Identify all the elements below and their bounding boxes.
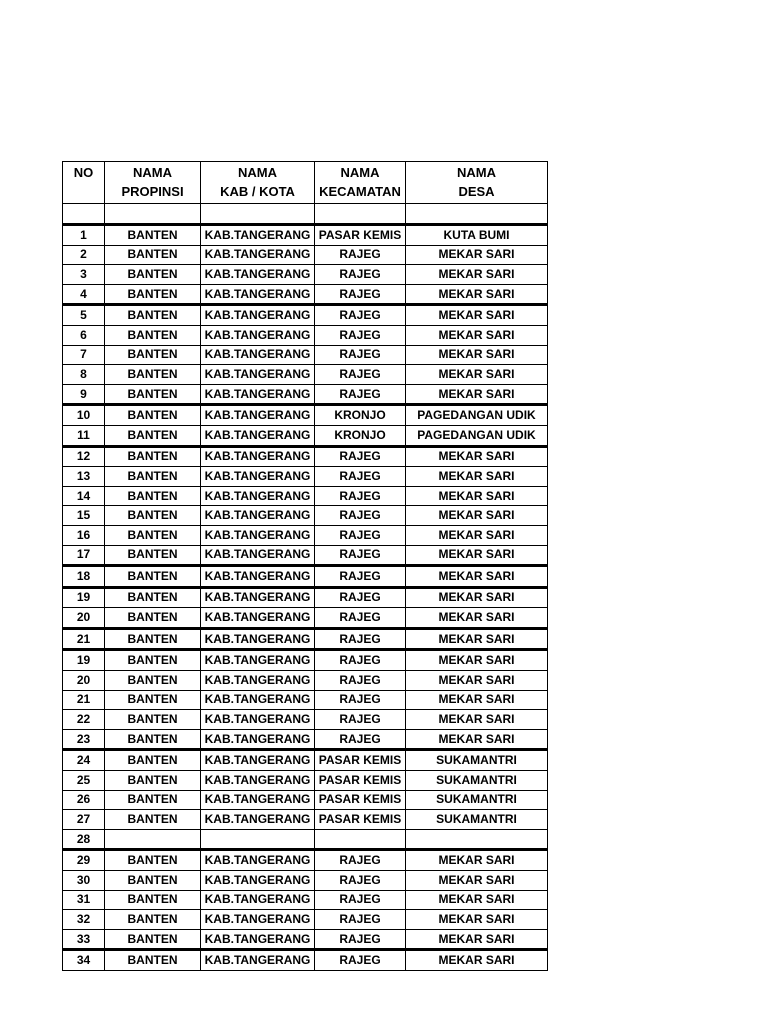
cell-no: 7 [63,345,105,365]
cell-kab-kota: KAB.TANGERANG [201,506,315,526]
cell-kab-kota: KAB.TANGERANG [201,729,315,750]
table-row [63,566,548,588]
table-cell [201,204,315,225]
cell-kab-kota: KAB.TANGERANG [201,545,315,566]
table-row [63,910,548,930]
cell-desa: MEKAR SARI [406,525,548,545]
cell-desa: MEKAR SARI [406,265,548,285]
cell-propinsi: BANTEN [105,305,201,326]
cell-kab-kota: KAB.TANGERANG [201,265,315,285]
cell-desa [406,829,548,850]
cell-kab-kota: KAB.TANGERANG [201,384,315,405]
table-row [63,690,548,710]
cell-kecamatan: RAJEG [315,650,406,671]
cell-no: 1 [63,225,105,246]
table-row [63,790,548,810]
cell-kecamatan: KRONJO [315,425,406,446]
cell-propinsi: BANTEN [105,566,201,588]
cell-propinsi: BANTEN [105,506,201,526]
cell-kab-kota: KAB.TANGERANG [201,671,315,691]
table-cell [315,204,406,225]
cell-kab-kota: KAB.TANGERANG [201,425,315,446]
cell-propinsi: BANTEN [105,486,201,506]
cell-no: 18 [63,566,105,588]
cell-no: 12 [63,446,105,467]
cell-propinsi: BANTEN [105,284,201,305]
table-row [63,871,548,891]
cell-kab-kota: KAB.TANGERANG [201,284,315,305]
cell-propinsi: BANTEN [105,871,201,891]
cell-propinsi: BANTEN [105,325,201,345]
cell-desa: MEKAR SARI [406,365,548,385]
cell-propinsi: BANTEN [105,950,201,971]
header-propinsi-line2: PROPINSI [121,184,184,199]
cell-no: 28 [63,829,105,850]
cell-kab-kota [201,829,315,850]
cell-kab-kota: KAB.TANGERANG [201,566,315,588]
cell-kecamatan: RAJEG [315,929,406,950]
cell-kab-kota: KAB.TANGERANG [201,405,315,426]
table-cell [105,204,201,225]
cell-kab-kota: KAB.TANGERANG [201,365,315,385]
header-kab-kota-line1: NAMA [238,165,277,180]
cell-kecamatan: RAJEG [315,265,406,285]
cell-kab-kota: KAB.TANGERANG [201,710,315,730]
cell-desa: MEKAR SARI [406,545,548,566]
table-row [63,365,548,385]
cell-no: 32 [63,910,105,930]
table-row [63,829,548,850]
table-row [63,650,548,671]
table-row [63,305,548,326]
table-body [63,204,548,971]
cell-kecamatan: RAJEG [315,729,406,750]
table-row [63,506,548,526]
header-desa-line2: DESA [458,184,495,199]
cell-kab-kota: KAB.TANGERANG [201,871,315,891]
table-row [63,929,548,950]
cell-kecamatan: RAJEG [315,467,406,487]
table-row [63,587,548,608]
cell-no: 20 [63,608,105,629]
cell-desa: SUKAMANTRI [406,750,548,771]
cell-no: 14 [63,486,105,506]
cell-kab-kota: KAB.TANGERANG [201,929,315,950]
cell-desa: MEKAR SARI [406,345,548,365]
cell-kecamatan: RAJEG [315,446,406,467]
table-row [63,671,548,691]
cell-no: 2 [63,245,105,265]
cell-desa: MEKAR SARI [406,284,548,305]
cell-propinsi: BANTEN [105,910,201,930]
cell-desa: SUKAMANTRI [406,771,548,791]
table-cell [63,204,105,225]
table-row [63,850,548,871]
table-row [63,384,548,405]
cell-propinsi: BANTEN [105,365,201,385]
table-row [63,810,548,830]
header-propinsi [105,162,201,204]
cell-desa: MEKAR SARI [406,566,548,588]
cell-desa: MEKAR SARI [406,506,548,526]
table-row [63,446,548,467]
table-row [63,608,548,629]
cell-no: 8 [63,365,105,385]
cell-no: 16 [63,525,105,545]
table-row [63,265,548,285]
table-row [63,467,548,487]
cell-propinsi: BANTEN [105,810,201,830]
cell-propinsi: BANTEN [105,265,201,285]
table-row [63,525,548,545]
cell-kecamatan: PASAR KEMIS [315,771,406,791]
cell-kecamatan: RAJEG [315,950,406,971]
cell-propinsi [105,829,201,850]
cell-no: 21 [63,690,105,710]
cell-propinsi: BANTEN [105,790,201,810]
cell-propinsi: BANTEN [105,384,201,405]
cell-kab-kota: KAB.TANGERANG [201,790,315,810]
header-no [63,162,105,204]
cell-kab-kota: KAB.TANGERANG [201,345,315,365]
cell-propinsi: BANTEN [105,628,201,650]
header-kab-kota [201,162,315,204]
cell-no: 24 [63,750,105,771]
table-row [63,710,548,730]
cell-no: 20 [63,671,105,691]
cell-kab-kota: KAB.TANGERANG [201,486,315,506]
cell-desa: MEKAR SARI [406,305,548,326]
table-row [63,405,548,426]
cell-desa: MEKAR SARI [406,871,548,891]
cell-no: 34 [63,950,105,971]
cell-desa: KUTA BUMI [406,225,548,246]
table-row [63,245,548,265]
header-kecamatan [315,162,406,204]
table-row [63,950,548,971]
cell-desa: MEKAR SARI [406,950,548,971]
cell-kecamatan: PASAR KEMIS [315,810,406,830]
cell-kecamatan: KRONJO [315,405,406,426]
table-row [63,729,548,750]
cell-desa: MEKAR SARI [406,650,548,671]
cell-propinsi: BANTEN [105,405,201,426]
cell-propinsi: BANTEN [105,890,201,910]
table-row [63,890,548,910]
cell-kab-kota: KAB.TANGERANG [201,446,315,467]
header-no-label: NO [73,165,94,180]
cell-desa: MEKAR SARI [406,729,548,750]
cell-desa: MEKAR SARI [406,850,548,871]
header-kecamatan-line2: KECAMATAN [319,184,401,199]
cell-kab-kota: KAB.TANGERANG [201,890,315,910]
cell-kecamatan: RAJEG [315,690,406,710]
cell-kab-kota: KAB.TANGERANG [201,771,315,791]
cell-no: 3 [63,265,105,285]
cell-desa: MEKAR SARI [406,690,548,710]
table-row [63,284,548,305]
cell-no: 5 [63,305,105,326]
header-propinsi-line1: NAMA [133,165,172,180]
cell-desa: MEKAR SARI [406,608,548,629]
cell-desa: SUKAMANTRI [406,810,548,830]
table-cell [406,204,548,225]
cell-kecamatan: RAJEG [315,566,406,588]
cell-desa: MEKAR SARI [406,486,548,506]
cell-desa: MEKAR SARI [406,467,548,487]
cell-no: 22 [63,710,105,730]
cell-propinsi: BANTEN [105,425,201,446]
cell-kecamatan: RAJEG [315,910,406,930]
cell-propinsi: BANTEN [105,225,201,246]
cell-kecamatan [315,829,406,850]
table-row [63,325,548,345]
cell-propinsi: BANTEN [105,690,201,710]
cell-kab-kota: KAB.TANGERANG [201,608,315,629]
cell-kecamatan: RAJEG [315,628,406,650]
table-row [63,545,548,566]
cell-kecamatan: RAJEG [315,890,406,910]
cell-desa: MEKAR SARI [406,628,548,650]
cell-propinsi: BANTEN [105,710,201,730]
cell-no: 26 [63,790,105,810]
cell-kab-kota: KAB.TANGERANG [201,325,315,345]
cell-kab-kota: KAB.TANGERANG [201,525,315,545]
cell-no: 33 [63,929,105,950]
cell-no: 10 [63,405,105,426]
cell-kab-kota: KAB.TANGERANG [201,810,315,830]
cell-desa: MEKAR SARI [406,910,548,930]
table-row [63,425,548,446]
table-row [63,628,548,650]
cell-propinsi: BANTEN [105,771,201,791]
table-row [63,225,548,246]
cell-kecamatan: RAJEG [315,871,406,891]
cell-propinsi: BANTEN [105,929,201,950]
cell-no: 13 [63,467,105,487]
table-header [63,162,548,204]
cell-kecamatan: PASAR KEMIS [315,225,406,246]
cell-kab-kota: KAB.TANGERANG [201,910,315,930]
cell-propinsi: BANTEN [105,545,201,566]
cell-desa: MEKAR SARI [406,245,548,265]
cell-no: 25 [63,771,105,791]
cell-propinsi: BANTEN [105,729,201,750]
cell-kecamatan: RAJEG [315,245,406,265]
cell-propinsi: BANTEN [105,587,201,608]
cell-kecamatan: RAJEG [315,710,406,730]
cell-kecamatan: RAJEG [315,284,406,305]
cell-no: 21 [63,628,105,650]
cell-no: 27 [63,810,105,830]
cell-no: 17 [63,545,105,566]
cell-kecamatan: RAJEG [315,305,406,326]
cell-kab-kota: KAB.TANGERANG [201,850,315,871]
cell-no: 19 [63,650,105,671]
cell-kecamatan: RAJEG [315,850,406,871]
cell-no: 29 [63,850,105,871]
cell-kab-kota: KAB.TANGERANG [201,587,315,608]
cell-desa: MEKAR SARI [406,446,548,467]
cell-no: 30 [63,871,105,891]
cell-propinsi: BANTEN [105,345,201,365]
table-row [63,486,548,506]
cell-kab-kota: KAB.TANGERANG [201,628,315,650]
cell-kab-kota: KAB.TANGERANG [201,245,315,265]
cell-desa: SUKAMANTRI [406,790,548,810]
cell-propinsi: BANTEN [105,850,201,871]
cell-kecamatan: RAJEG [315,545,406,566]
header-kecamatan-line1: NAMA [340,165,380,180]
cell-propinsi: BANTEN [105,671,201,691]
cell-no: 6 [63,325,105,345]
cell-desa: PAGEDANGAN UDIK [406,425,548,446]
data-table [62,161,548,971]
cell-kab-kota: KAB.TANGERANG [201,467,315,487]
cell-kecamatan: PASAR KEMIS [315,790,406,810]
table-row [63,771,548,791]
header-row [63,162,548,204]
cell-kecamatan: RAJEG [315,325,406,345]
header-desa [406,162,548,204]
cell-desa: MEKAR SARI [406,929,548,950]
header-kab-kota-line2: KAB / KOTA [220,184,295,199]
cell-propinsi: BANTEN [105,245,201,265]
cell-propinsi: BANTEN [105,467,201,487]
cell-kab-kota: KAB.TANGERANG [201,750,315,771]
cell-kecamatan: RAJEG [315,525,406,545]
cell-no: 11 [63,425,105,446]
cell-propinsi: BANTEN [105,750,201,771]
cell-no: 15 [63,506,105,526]
cell-kecamatan: RAJEG [315,608,406,629]
cell-desa: MEKAR SARI [406,671,548,691]
cell-no: 31 [63,890,105,910]
cell-kab-kota: KAB.TANGERANG [201,950,315,971]
blank-row [63,204,548,225]
cell-no: 23 [63,729,105,750]
cell-desa: MEKAR SARI [406,587,548,608]
cell-kecamatan: RAJEG [315,384,406,405]
cell-kecamatan: RAJEG [315,365,406,385]
cell-no: 4 [63,284,105,305]
cell-kab-kota: KAB.TANGERANG [201,690,315,710]
cell-propinsi: BANTEN [105,608,201,629]
header-desa-line1: NAMA [457,165,496,180]
cell-desa: MEKAR SARI [406,384,548,405]
cell-kecamatan: RAJEG [315,506,406,526]
cell-kab-kota: KAB.TANGERANG [201,650,315,671]
cell-kecamatan: RAJEG [315,671,406,691]
cell-kab-kota: KAB.TANGERANG [201,225,315,246]
cell-kecamatan: RAJEG [315,587,406,608]
cell-kecamatan: RAJEG [315,345,406,365]
cell-kab-kota: KAB.TANGERANG [201,305,315,326]
table-row [63,750,548,771]
cell-propinsi: BANTEN [105,650,201,671]
cell-desa: MEKAR SARI [406,325,548,345]
cell-no: 19 [63,587,105,608]
cell-propinsi: BANTEN [105,525,201,545]
table-row [63,345,548,365]
cell-no: 9 [63,384,105,405]
cell-kecamatan: PASAR KEMIS [315,750,406,771]
cell-kecamatan: RAJEG [315,486,406,506]
cell-desa: PAGEDANGAN UDIK [406,405,548,426]
cell-desa: MEKAR SARI [406,890,548,910]
cell-desa: MEKAR SARI [406,710,548,730]
cell-propinsi: BANTEN [105,446,201,467]
